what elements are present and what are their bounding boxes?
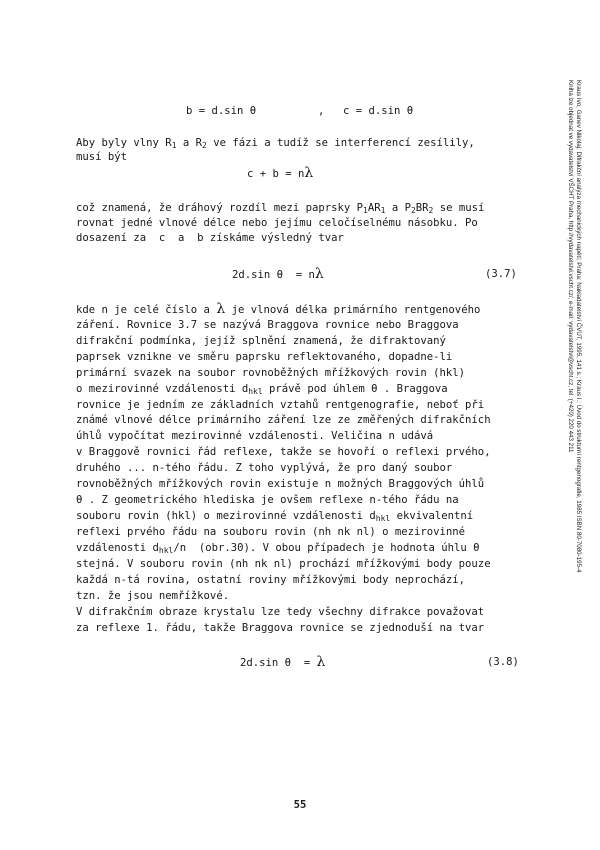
- paragraph-4-line-2: za reflexe 1. řádu, takže Braggova rovnice se zjednoduší na tvar: [76, 622, 485, 634]
- equation-3-7-number: (3.7): [485, 268, 517, 280]
- paragraph-3-line-14: souboru rovin (hkl) o mezirovinné vzdálenosti $d_{hkl}$ ekvivalentní: [76, 510, 474, 523]
- paragraph-3-line-17: stejná. V souboru rovin (nh nk nl) prochází mřížkovými body pouze: [76, 558, 491, 570]
- paragraph-1-line-2: musí být: [76, 151, 128, 163]
- paragraph-3-line-7: rovnice je jedním ze základních vztahů rentgenografie, neboť při: [76, 399, 485, 411]
- equation-3-8-number: (3.8): [487, 656, 519, 668]
- side-note-line-1: Kraus Ivo, Ganev Nikolaj: Difrakční analýza mechanických napětí; Praha: Nakladatelství ČVUT, 1995, 141 s.; Kraus I.: Úvod do strukturní rentgenografie, 1985 ISBN 80-7080-195-4: [575, 80, 582, 573]
- paragraph-3-line-1: kde n je celé číslo a λ je vlnová délka primárního rentgenového: [76, 301, 481, 317]
- paragraph-3-line-5: primární svazek na soubor rovnoběžných mřížkových rovin (hkl): [76, 367, 466, 379]
- paragraph-2-line-2: rovnat jedné vlnové délce nebo jejímu celočíselnému násobku. Po: [76, 217, 478, 229]
- paragraph-3-line-12: rovnoběžných mřížkových rovin existuje n možných Braggových úhlů: [76, 478, 485, 490]
- equation-3-7: 2d.sin θ = nλ: [232, 266, 324, 282]
- equation-3-8: 2d.sin θ = λ: [240, 654, 326, 670]
- paragraph-3-line-10: v Braggově rovnici řád reflexe, takže se hovoří o reflexi prvého,: [76, 446, 491, 458]
- side-note: [568, 80, 582, 780]
- paragraph-4-line-1: V difrakčním obraze krystalu lze tedy všechny difrakce považovat: [76, 606, 485, 618]
- paragraph-3-line-6: o mezirovinné vzdálenosti $d_{hkl}$ právě pod úhlem θ . Braggova: [76, 383, 448, 396]
- paragraph-3-line-8: známé vlnové délce primárního záření lze ze změřených difrakčních: [76, 414, 491, 426]
- equation-comma: ,: [318, 105, 325, 117]
- paragraph-2-line-3: dosazení za c a b získáme výsledný tvar: [76, 232, 344, 244]
- equation-c: c = d.sin θ: [343, 105, 414, 117]
- side-note-line-2: Kniha lze objednat ve vydavatelství VŠCHT Praha, http://vydavatelstvi.vscht.cz/, e-mail: vydavatelstvi@vscht.cz, tel. (+420) 220 443 211: [567, 80, 575, 453]
- paragraph-3-line-11: druhého ... n-tého řádu. Z toho vyplývá, že pro daný soubor: [76, 462, 453, 474]
- equation-c-plus-b: c + b = nλ: [247, 165, 314, 181]
- paragraph-3-line-3: difrakční podmínka, jejíž splnění znamená, že difraktovaný: [76, 335, 446, 347]
- paragraph-3-line-18: každá n-tá rovina, ostatní roviny mřížkovými body neprochází,: [76, 574, 466, 586]
- paragraph-3-line-4: paprsek vznikne ve směru paprsku reflektovaného, dopadne-li: [76, 351, 453, 363]
- paragraph-3-line-15: reflexi prvého řádu na souboru rovin (nh nk nl) o mezirovinné: [76, 526, 466, 538]
- equation-b: b = d.sin θ: [186, 105, 257, 117]
- paragraph-3-line-16: vzdálenosti $d_{hkl}/n$ (obr.30). V obou případech je hodnota úhlu θ: [76, 542, 480, 555]
- paragraph-3-line-9: úhlů vypočítat mezirovinné vzdálenosti. Veličina n udává: [76, 430, 434, 442]
- paragraph-3-line-19: tzn. že jsou nemřížkové.: [76, 590, 230, 602]
- paragraph-1-line-1: Aby byly vlny $R_1$ a $R_2$ ve fázi a tudíž se interferencí zesílily,: [76, 137, 475, 150]
- paragraph-3-line-13: θ . Z geometrického hlediska je ovšem reflexe n-tého řádu na: [76, 494, 459, 506]
- page-number: 55: [293, 799, 307, 811]
- paragraph-2-line-1: což znamená, že dráhový rozdíl mezi paprsky $P_1AR_1$ a $P_2BR_2$ se musí: [76, 202, 485, 215]
- paragraph-3-line-2: záření. Rovnice 3.7 se nazývá Braggova rovnice nebo Braggova: [76, 319, 459, 331]
